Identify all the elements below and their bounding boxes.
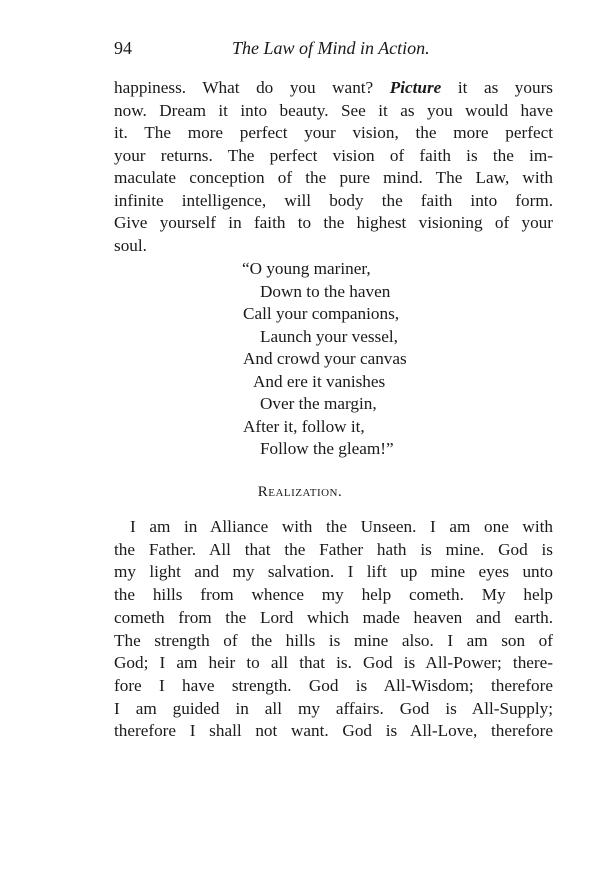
section-heading: Realization. bbox=[257, 484, 343, 500]
text-line: I am in Alliance with the Unseen. I am one with bbox=[130, 517, 553, 536]
text-line: it. The more perfect your vision, the more perfect bbox=[114, 123, 553, 142]
text-span: it as yours bbox=[441, 78, 553, 97]
poem-line: And ere it vanishes bbox=[253, 371, 386, 391]
text-line: fore I have strength. God is All-Wisdom; therefore bbox=[114, 675, 553, 695]
poem-line: Call your companions, bbox=[243, 304, 400, 323]
poem-line: Over the margin, bbox=[260, 394, 377, 413]
text-line: therefore I shall not want. God is All-Love, therefore bbox=[114, 721, 553, 741]
text-line bbox=[114, 77, 553, 99]
text-line: infinite intelligence, will body the faith into form. bbox=[114, 190, 553, 210]
emphasis-picture: Picture bbox=[389, 78, 442, 97]
text-line: now. Dream it into beauty. See it as you would have bbox=[114, 100, 553, 120]
running-header bbox=[114, 38, 554, 62]
text-line: your returns. The perfect vision of faith is the im- bbox=[114, 145, 553, 165]
poem-line: “O young mariner, bbox=[242, 259, 371, 278]
poem-line: Down to the haven bbox=[260, 281, 391, 301]
poem-line: After it, follow it, bbox=[243, 416, 365, 436]
text-line: the Father. All that the Father hath is mine. God is bbox=[114, 539, 553, 559]
poem-line: And crowd your canvas bbox=[243, 349, 407, 368]
text-line: The strength of the hills is mine also. I am son of bbox=[114, 630, 553, 650]
poem-line: Launch your vessel, bbox=[260, 326, 398, 346]
running-title: The Law of Mind in Action. bbox=[232, 38, 430, 58]
poem-line: Follow the gleam!” bbox=[260, 439, 394, 458]
text-line: God; I am heir to all that is. God is All-Power; there- bbox=[114, 653, 553, 673]
text-line: soul. bbox=[114, 235, 147, 255]
text-line: Give yourself in faith to the highest visioning of your bbox=[114, 213, 553, 232]
text-line: cometh from the Lord which made heaven and earth. bbox=[114, 607, 553, 627]
text-span: happiness. What do you want? bbox=[114, 78, 390, 97]
page-number: 94 bbox=[114, 38, 132, 58]
text-line: the hills from whence my help cometh. My help bbox=[114, 585, 553, 605]
text-line: I am guided in all my affairs. God is All-Supply; bbox=[114, 698, 553, 718]
text-line: maculate conception of the pure mind. The Law, with bbox=[114, 168, 553, 187]
text-line: my light and my salvation. I lift up mine eyes unto bbox=[114, 562, 553, 582]
